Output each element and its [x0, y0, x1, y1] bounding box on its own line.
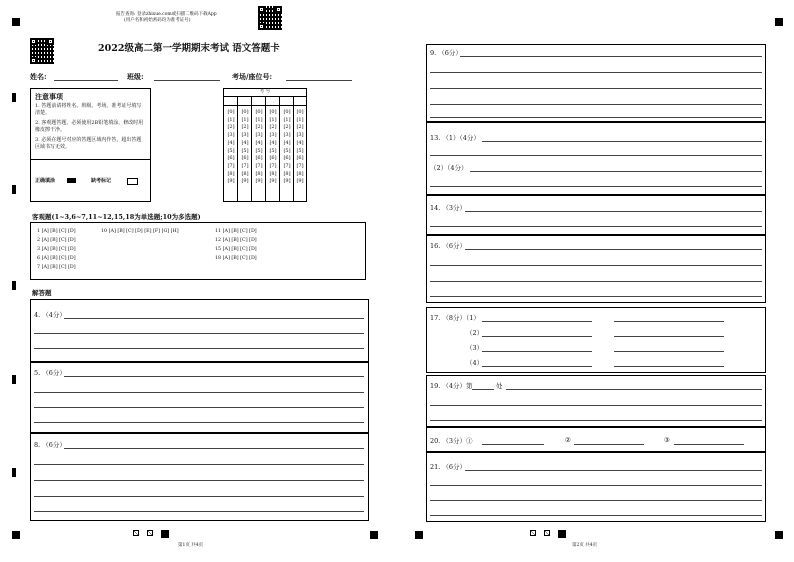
- answer-line[interactable]: [430, 500, 762, 501]
- answer-line[interactable]: [482, 444, 544, 445]
- answer-line[interactable]: [614, 351, 724, 352]
- page-mark: [161, 530, 169, 538]
- notes-divider: [31, 159, 150, 160]
- absent-mark-label: 缺考标记: [91, 178, 112, 184]
- answer-line[interactable]: [64, 376, 364, 377]
- answer-line[interactable]: [34, 333, 364, 334]
- answer-line[interactable]: [64, 318, 364, 319]
- answer-line[interactable]: [34, 464, 364, 465]
- page-mark: [558, 530, 566, 538]
- answer-line[interactable]: [482, 321, 592, 322]
- report-notice-line1: 报告查询: 登录zhixue.com或扫描二维码下载App: [116, 12, 217, 17]
- answer-line[interactable]: [430, 186, 762, 187]
- q19-label: 19. （4分）第: [430, 382, 473, 390]
- q16-box: [426, 235, 766, 303]
- answer-line[interactable]: [674, 444, 744, 445]
- option-row[interactable]: 1 [A] [B] [C] [D]: [37, 229, 76, 234]
- option-row[interactable]: 15 [A] [B] [C] [D]: [215, 247, 257, 252]
- class-field[interactable]: [154, 80, 220, 81]
- option-row[interactable]: 11 [A] [B] [C] [D]: [215, 229, 257, 234]
- name-field[interactable]: [54, 80, 118, 81]
- option-row[interactable]: 12 [A] [B] [C] [D]: [215, 238, 257, 243]
- page-mark: [133, 530, 139, 536]
- qr-code-app[interactable]: [258, 6, 282, 30]
- answer-line[interactable]: [482, 351, 592, 352]
- q4-box: [30, 299, 369, 362]
- answer-line[interactable]: [34, 496, 364, 497]
- answer-line[interactable]: [430, 296, 762, 297]
- page-mark: [544, 530, 550, 536]
- qr-code-sheet: [30, 38, 54, 64]
- absent-mark-box[interactable]: [127, 178, 138, 185]
- exam-digit-column[interactable]: [0] [1] [2] [3] [4] [5] [6] [7] [8] [9]: [283, 109, 291, 185]
- q20-box: [426, 427, 766, 452]
- exam-digit-column[interactable]: [0] [1] [2] [3] [4] [5] [6] [7] [8] [9]: [269, 109, 277, 185]
- room-seat-field[interactable]: [286, 80, 352, 81]
- q14-box: [426, 195, 766, 235]
- exam-digit-column[interactable]: [0] [1] [2] [3] [4] [5] [6] [7] [8] [9]: [296, 109, 304, 185]
- timing-mark: [12, 93, 16, 102]
- exam-digit-column[interactable]: [0] [1] [2] [3] [4] [5] [6] [7] [8] [9]: [227, 109, 235, 185]
- answer-line[interactable]: [482, 141, 762, 142]
- corner-mark: [12, 18, 20, 26]
- corner-mark: [370, 531, 378, 539]
- answer-line[interactable]: [430, 405, 762, 406]
- q20-part2-label: ②: [565, 436, 571, 444]
- q17-part3-label: （3）: [466, 344, 484, 352]
- q20-label: 20. （3分）①: [430, 437, 473, 445]
- q20-part3-label: ③: [664, 436, 670, 444]
- answer-line[interactable]: [430, 72, 762, 73]
- timing-mark: [12, 185, 16, 194]
- answer-line[interactable]: [430, 485, 762, 486]
- exam-digit-column[interactable]: [0] [1] [2] [3] [4] [5] [6] [7] [8] [9]: [241, 109, 249, 185]
- report-notice-line2: (用户名和初始密码均为准考证号): [124, 18, 191, 23]
- notes-item-2: 2. 客观题答题，必须使用2B铅笔填涂，修改时用橡皮擦干净。: [35, 120, 144, 133]
- corner-mark: [775, 531, 783, 539]
- page-number-2: 第2页 共4页: [572, 543, 598, 548]
- answer-line[interactable]: [614, 366, 724, 367]
- answer-line[interactable]: [430, 104, 762, 105]
- corner-mark: [775, 18, 783, 26]
- notes-box: [30, 88, 151, 202]
- answer-line[interactable]: [34, 407, 364, 408]
- answer-line[interactable]: [34, 392, 364, 393]
- exam-number-label: 考 号: [259, 89, 271, 94]
- answer-line[interactable]: [574, 444, 644, 445]
- q13-part1-label: 13. （1）（4分）: [430, 134, 480, 142]
- q21-box: [426, 452, 766, 522]
- answer-line[interactable]: [430, 265, 762, 266]
- answer-line[interactable]: [470, 171, 762, 172]
- answer-line[interactable]: [430, 117, 762, 118]
- objective-box: [30, 222, 366, 280]
- answer-line[interactable]: [465, 249, 762, 250]
- q17-part4-label: （4）: [466, 359, 484, 367]
- q17-part1-label: 17. （8分）（1）: [430, 314, 480, 322]
- option-row[interactable]: 3 [A] [B] [C] [D]: [37, 247, 76, 252]
- q5-label: 5. （6分）: [34, 369, 66, 377]
- q13-part2-label: （2）（4分）: [430, 164, 468, 172]
- timing-mark: [12, 468, 16, 477]
- correct-fill-label: 正确填涂: [35, 178, 56, 184]
- q8-box: [30, 433, 369, 521]
- answer-line[interactable]: [482, 336, 592, 337]
- answer-line[interactable]: [614, 336, 724, 337]
- answer-line[interactable]: [430, 226, 762, 227]
- notes-title: 注意事项: [35, 92, 63, 101]
- q14-label: 14. （3分）: [430, 204, 467, 212]
- notes-item-3: 3. 必须在题号对应的答题区域内作答，超出答题区域书写无效。: [35, 137, 142, 150]
- exam-digit-column[interactable]: [0] [1] [2] [3] [4] [5] [6] [7] [8] [9]: [255, 109, 263, 185]
- answer-line[interactable]: [64, 448, 364, 449]
- option-row[interactable]: 7 [A] [B] [C] [D]: [37, 265, 76, 270]
- page-title: 2022级高二第一学期期末考试 语文答题卡: [98, 43, 280, 54]
- room-seat-label: 考场/座位号:: [232, 72, 273, 81]
- option-row[interactable]: 2 [A] [B] [C] [D]: [37, 238, 76, 243]
- answer-line[interactable]: [460, 56, 762, 57]
- answer-line[interactable]: [430, 420, 762, 421]
- corner-mark: [12, 531, 20, 539]
- objective-title: 客观题(1~3,6~7,11~12,15,18为单选题;10为多选题): [32, 213, 201, 221]
- q19-label-suffix: 处: [496, 382, 503, 390]
- q16-label: 16. （6分）: [430, 242, 467, 250]
- answer-line[interactable]: [430, 155, 762, 156]
- report-notice: [116, 12, 256, 24]
- page-number-1: 第1页 共4页: [178, 543, 204, 548]
- q4-label: 4. （4分）: [34, 311, 66, 319]
- answer-line[interactable]: [506, 389, 762, 390]
- answer-line[interactable]: [465, 470, 762, 471]
- answer-line[interactable]: [34, 511, 364, 512]
- timing-mark: [12, 375, 16, 384]
- answer-line[interactable]: [614, 321, 724, 322]
- answer-line[interactable]: [430, 515, 762, 516]
- answer-line[interactable]: [34, 480, 364, 481]
- option-row[interactable]: 6 [A] [B] [C] [D]: [37, 256, 76, 261]
- exam-number-grid: [223, 88, 307, 202]
- page-mark: [530, 530, 536, 536]
- corner-mark: [415, 531, 423, 539]
- q8-label: 8. （6分）: [34, 441, 66, 449]
- answer-line[interactable]: [465, 211, 762, 212]
- correct-fill-example: [67, 178, 76, 183]
- notes-item-1: 1. 答题前请将姓名、班级、考场、准考证号填写清楚。: [35, 103, 142, 116]
- class-label: 班级:: [127, 72, 144, 81]
- answer-line[interactable]: [34, 422, 364, 423]
- answer-line[interactable]: [430, 88, 762, 89]
- answer-line[interactable]: [430, 281, 762, 282]
- q21-label: 21. （6分）: [430, 463, 467, 471]
- answer-line[interactable]: [482, 366, 592, 367]
- option-row[interactable]: 10 [A] [B] [C] [D] [E] [F] [G] [H]: [101, 229, 179, 234]
- q17-part2-label: （2）: [466, 329, 484, 337]
- option-row[interactable]: 18 [A] [B] [C] [D]: [215, 256, 257, 261]
- q19-position-field[interactable]: [472, 389, 494, 390]
- answers-title: 解答题: [32, 289, 52, 297]
- q9-label: 9. （6分）: [430, 49, 462, 57]
- page-mark: [147, 530, 153, 536]
- name-label: 姓名:: [30, 72, 47, 81]
- answer-line[interactable]: [34, 348, 364, 349]
- timing-mark: [12, 281, 16, 290]
